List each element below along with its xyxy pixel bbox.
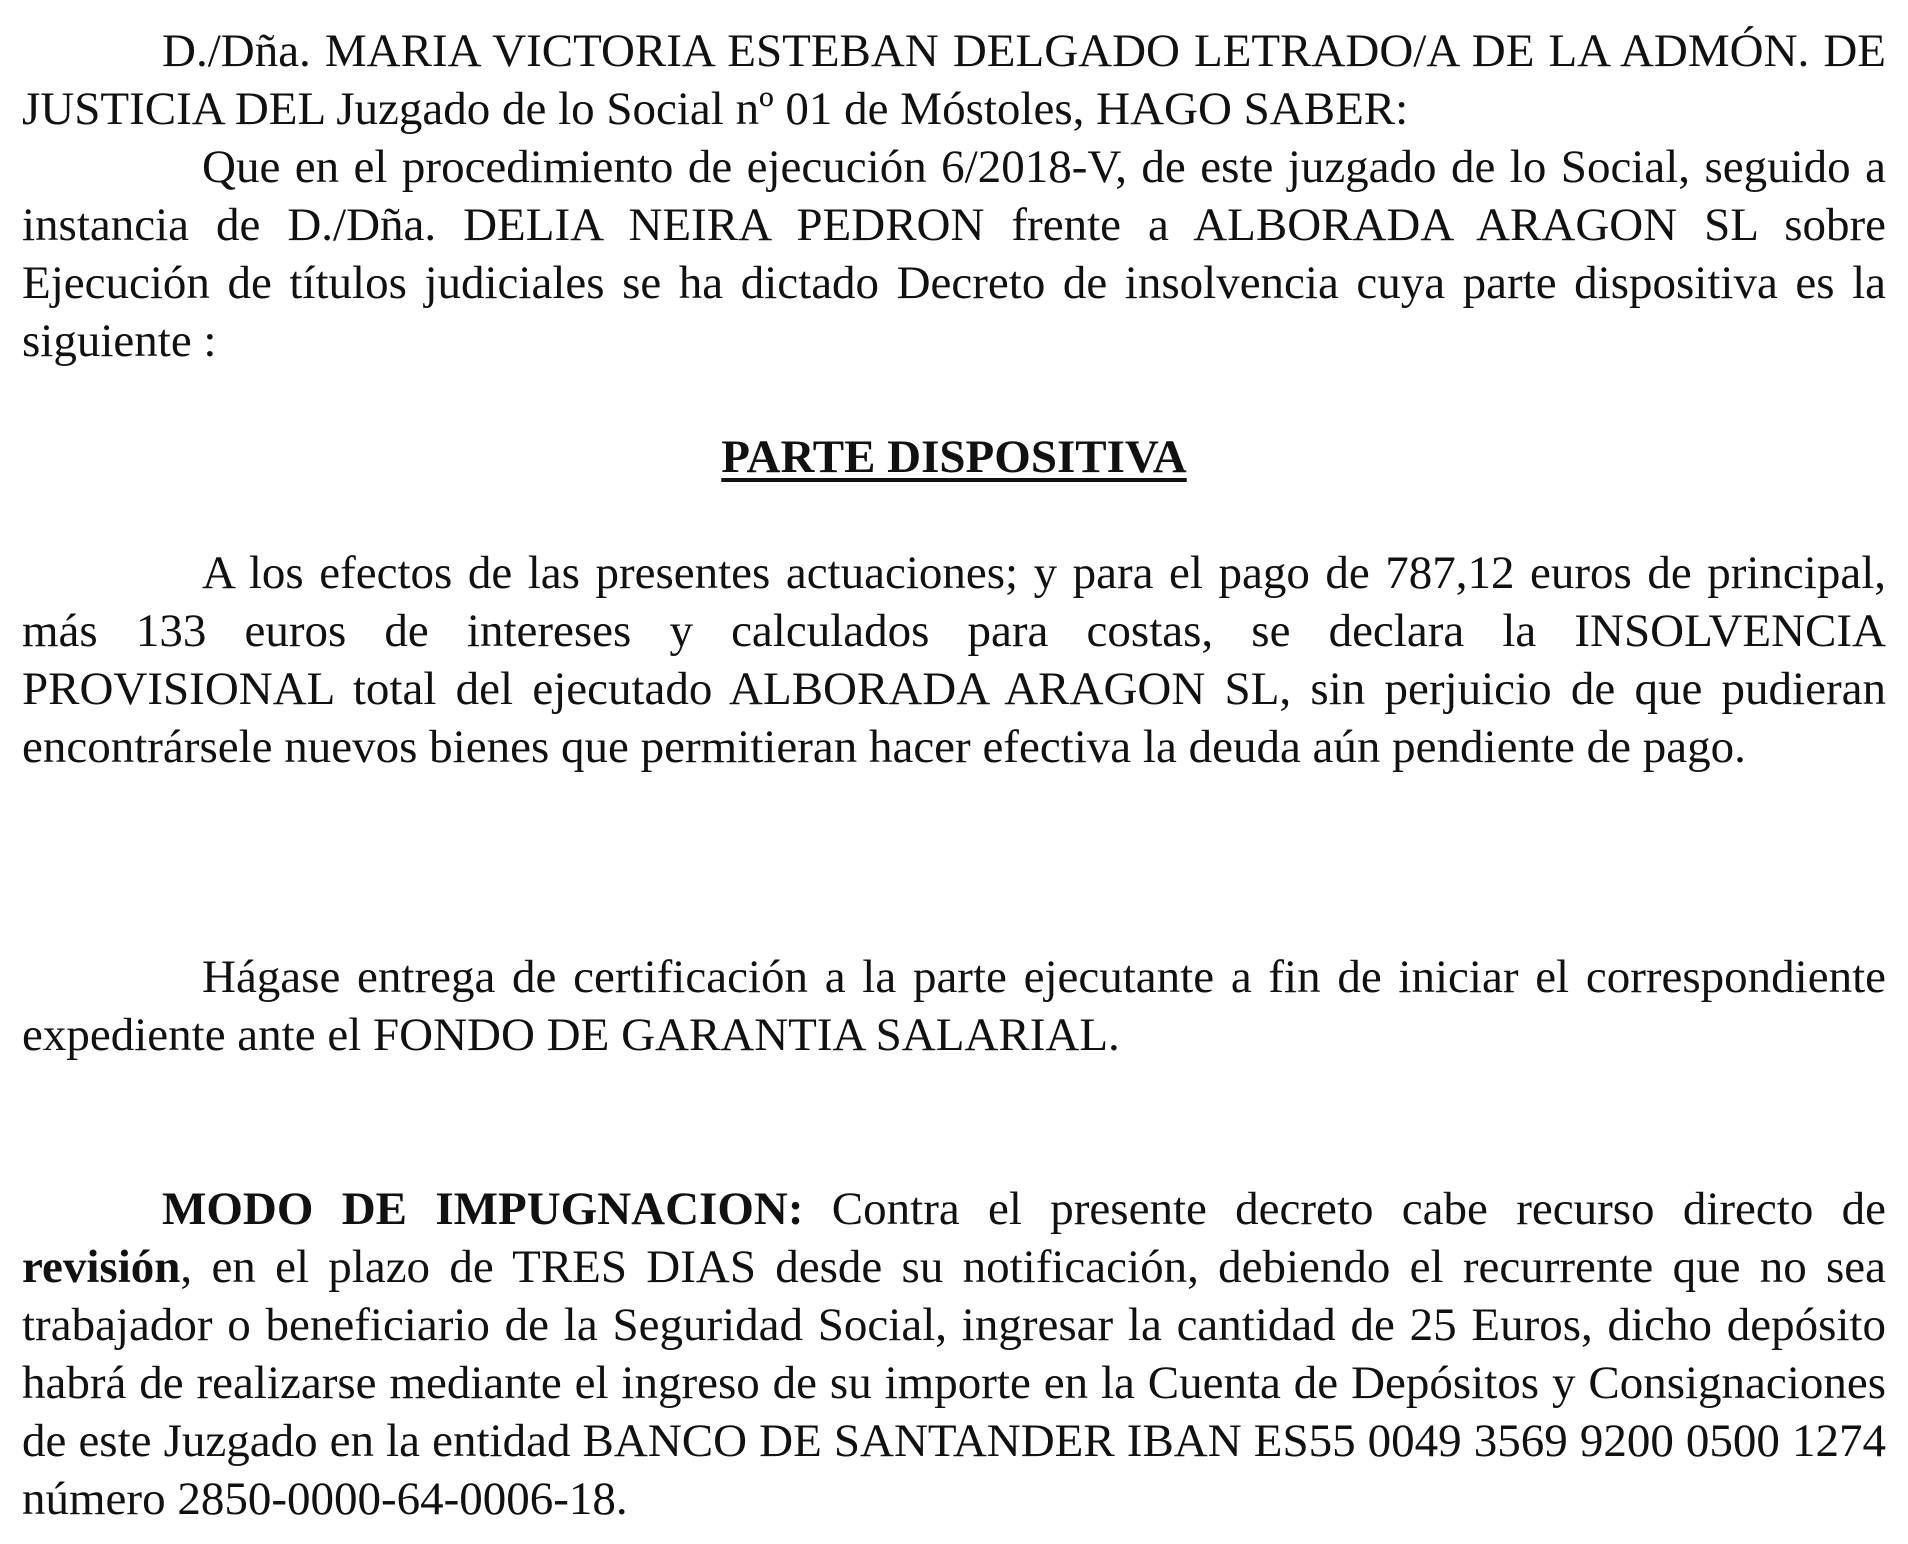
impugnation-text-2: , en el plazo de TRES DIAS desde su notificación, debiendo el recurrente que no sea trabajador o beneficiario de la Seguridad Social, ingresar la cantidad de 25 Euros, dicho depósito habrá de realizarse mediante el ingreso de su importe en la Cuenta de Depósitos y Consignaciones de este Juzgado en la entidad BANCO DE SANTANDER IBAN ES55 0049 3569 9200 0500 1274 número 2850-0000-64-0006-18.	[22, 1241, 1886, 1525]
impugnation-bold-word: revisión	[22, 1241, 181, 1293]
insolvency-paragraph: A los efectos de las presentes actuaciones; y para el pago de 787,12 euros de principal, más 133 euros de intereses y calculados para costas, se declara la INSOLVENCIA PROVISIONAL total del ejecutado ALBORADA ARAGON SL, sin perjuicio de que pudieran encontrársele nuevos bienes que permitieran hacer efectiva la deuda aún pendiente de pago.	[22, 547, 1886, 773]
intro-paragraph: Que en el procedimiento de ejecución 6/2018-V, de este juzgado de lo Social, seguido a instancia de D./Dña. DELIA NEIRA PEDRON frente a ALBORADA ARAGON SL sobre Ejecución de títulos judiciales se ha dictado Decreto de insolvencia cuya parte dispositiva es la siguiente :	[22, 141, 1886, 367]
impugnation-label: MODO DE IMPUGNACION:	[162, 1183, 804, 1235]
section-heading	[0, 428, 1908, 486]
certification-paragraph: Hágase entrega de certificación a la parte ejecutante a fin de iniciar el correspondiente expediente ante el FONDO DE GARANTIA SALARIAL.	[22, 951, 1886, 1061]
impugnation-paragraph	[22, 1180, 1886, 1528]
header-paragraph: D./Dña. MARIA VICTORIA ESTEBAN DELGADO LETRADO/A DE LA ADMÓN. DE JUSTICIA DEL Juzgado de lo Social nº 01 de Móstoles, HAGO SABER:	[22, 25, 1886, 135]
section-heading-text: PARTE DISPOSITIVA	[721, 431, 1187, 483]
impugnation-text-1: Contra el presente decreto cabe recurso directo de	[803, 1183, 1886, 1235]
